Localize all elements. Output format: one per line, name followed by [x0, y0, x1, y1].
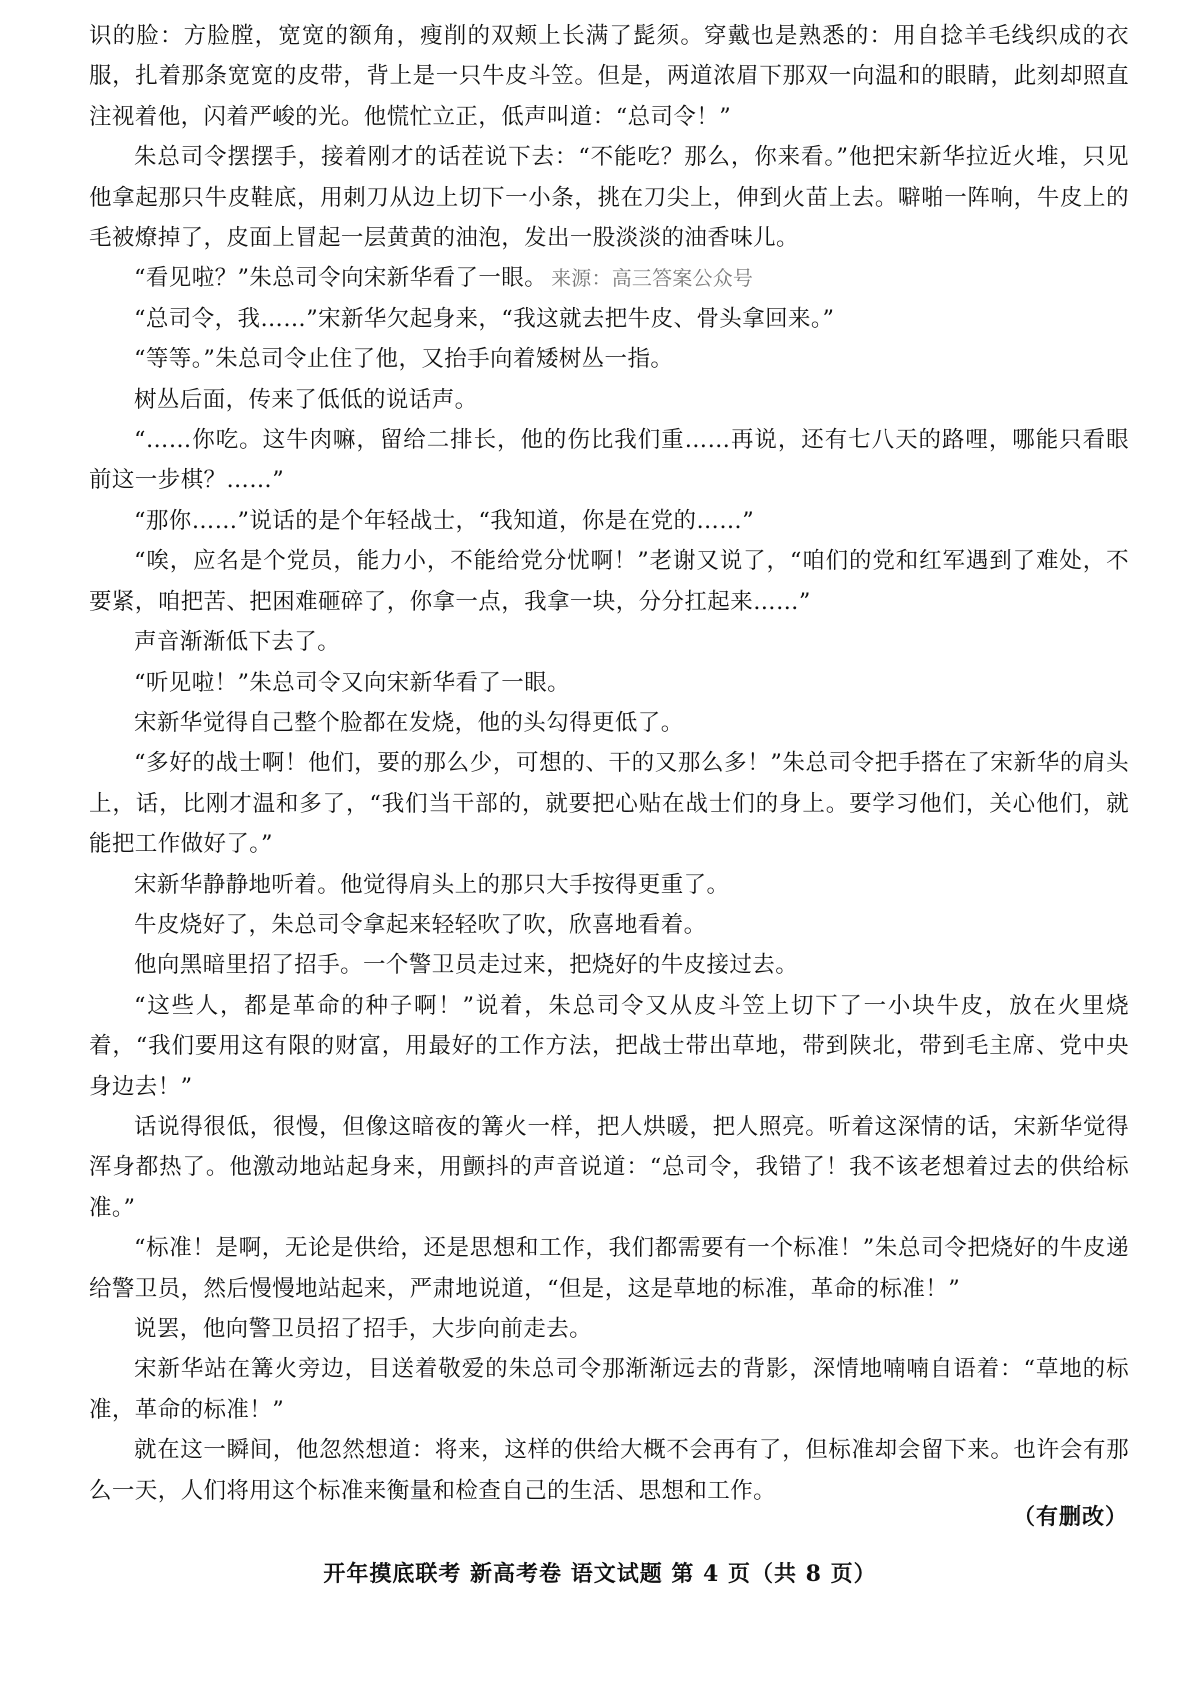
paragraph [89, 622, 1129, 662]
paragraph-text: “看见啦？”朱总司令向宋新华看了一眼。 [134, 265, 548, 292]
paragraph [89, 1430, 1129, 1511]
paragraph [89, 945, 1129, 985]
paragraph [89, 299, 1129, 339]
paragraph [89, 986, 1129, 1107]
paragraph-text: 就在这一瞬间，他忽然想道：将来，这样的供给大概不会再有了，但标准却会留下来。也许会有那么一天，人们将用这个标准来衡量和检查自己的生活、思想和工作。 [89, 1437, 1129, 1504]
source-watermark: 来源：高三答案公众号 [551, 266, 754, 291]
paragraph-text: “等等。”朱总司令止住了他，又抬手向着矮树丛一指。 [134, 346, 674, 373]
paragraph [89, 703, 1129, 743]
paragraph-text: “唉，应名是个党员，能力小，不能给党分忧啊！”老谢又说了，“咱们的党和红军遇到了难处，不要紧，咱把苦、把困难砸碎了，你拿一点，我拿一块，分分扛起来……” [89, 548, 1129, 615]
paragraph [89, 865, 1129, 905]
paragraph [89, 905, 1129, 945]
paragraph-text: 他向黑暗里招了招手。一个警卫员走过来，把烧好的牛皮接过去。 [134, 952, 799, 979]
paragraph [89, 1107, 1129, 1228]
paragraph-text: “……你吃。这牛肉嘛，留给二排长，他的伤比我们重……再说，还有七八天的路哩，哪能只看眼前这一步棋？……” [89, 427, 1129, 494]
paragraph [89, 137, 1129, 258]
paragraph-text: 朱总司令摆摆手，接着刚才的话茬说下去：“不能吃？那么，你来看。”他把宋新华拉近火堆，只见他拿起那只牛皮鞋底，用刺刀从边上切下一小条，挑在刀尖上，伸到火苗上去。噼啪一阵响，牛皮上的毛被燎掉了，皮面上冒起一层黄黄的油泡，发出一股淡淡的油香味儿。 [89, 144, 1129, 252]
paragraph-text: “这些人，都是革命的种子啊！”说着，朱总司令又从皮斗笠上切下了一小块牛皮，放在火里烧着，“我们要用这有限的财富，用最好的工作方法，把战士带出草地，带到陕北，带到毛主席、党中央身边去！” [89, 992, 1129, 1100]
paragraph-text: 树丛后面，传来了低低的说话声。 [134, 386, 478, 413]
paragraph [89, 16, 1129, 137]
paragraph [89, 1349, 1129, 1430]
paragraph-text: “听见啦！”朱总司令又向宋新华看了一眼。 [134, 669, 571, 696]
paragraph [89, 1309, 1129, 1349]
paragraph-text: 宋新华静静地听着。他觉得肩头上的那只大手按得更重了。 [134, 871, 730, 898]
paragraph [89, 1228, 1129, 1309]
page-footer: 开年摸底联考 新高考卷 语文试题 第 4 页（共 8 页） [323, 1561, 877, 1587]
paragraph-text: 说罢，他向警卫员招了招手，大步向前走去。 [134, 1316, 593, 1342]
paragraph-text: 声音渐渐低下去了。 [134, 629, 341, 656]
edit-note: （有删改） [1012, 1504, 1128, 1530]
paragraph-text: “多好的战士啊！他们，要的那么少，可想的、干的又那么多！”朱总司令把手搭在了宋新华的肩头上，话，比刚才温和多了，“我们当干部的，就要把心贴在战士们的身上。要学习他们，关心他们，就能把工作做好了。” [89, 750, 1129, 858]
paragraph [89, 743, 1129, 864]
paragraph-text: “总司令，我……”宋新华欠起身来，“我这就去把牛皮、骨头拿回来。” [134, 305, 835, 332]
paragraph [89, 420, 1129, 501]
paragraph-text: 识的脸：方脸膛，宽宽的额角，瘦削的双颊上长满了髭须。穿戴也是熟悉的：用自捻羊毛线织成的衣服，扎着那条宽宽的皮带，背上是一只牛皮斗笠。但是，两道浓眉下那双一向温和的眼睛，此刻却照直注视着他，闪着严峻的光。他慌忙立正，低声叫道：“总司令！” [89, 23, 1129, 130]
paragraph-text: 牛皮烧好了，朱总司令拿起来轻轻吹了吹，欣喜地看着。 [134, 911, 707, 938]
paragraph [89, 258, 1129, 298]
paragraph [89, 339, 1129, 379]
paragraph-text: “标准！是啊，无论是供给，还是思想和工作，我们都需要有一个标准！”朱总司令把烧好的牛皮递给警卫员，然后慢慢地站起来，严肃地说道，“但是，这是草地的标准，革命的标准！” [89, 1235, 1129, 1302]
paragraph-text: “那你……”说话的是个年轻战士，“我知道，你是在党的……” [134, 507, 755, 534]
paragraph [89, 541, 1129, 622]
paragraph [89, 380, 1129, 420]
paragraph [89, 501, 1129, 541]
paragraph-text: 宋新华站在篝火旁边，目送着敬爱的朱总司令那渐渐远去的背影，深情地喃喃自语着：“草地的标准，革命的标准！” [89, 1356, 1129, 1423]
paragraph [89, 663, 1129, 703]
story-text [89, 16, 1129, 1511]
paragraph-text: 话说得很低，很慢，但像这暗夜的篝火一样，把人烘暖，把人照亮。听着这深情的话，宋新华觉得浑身都热了。他激动地站起身来，用颤抖的声音说道：“总司令，我错了！我不该老想着过去的供给标准。” [89, 1113, 1129, 1221]
paragraph-text: 宋新华觉得自己整个脸都在发烧，他的头勾得更低了。 [134, 709, 684, 736]
